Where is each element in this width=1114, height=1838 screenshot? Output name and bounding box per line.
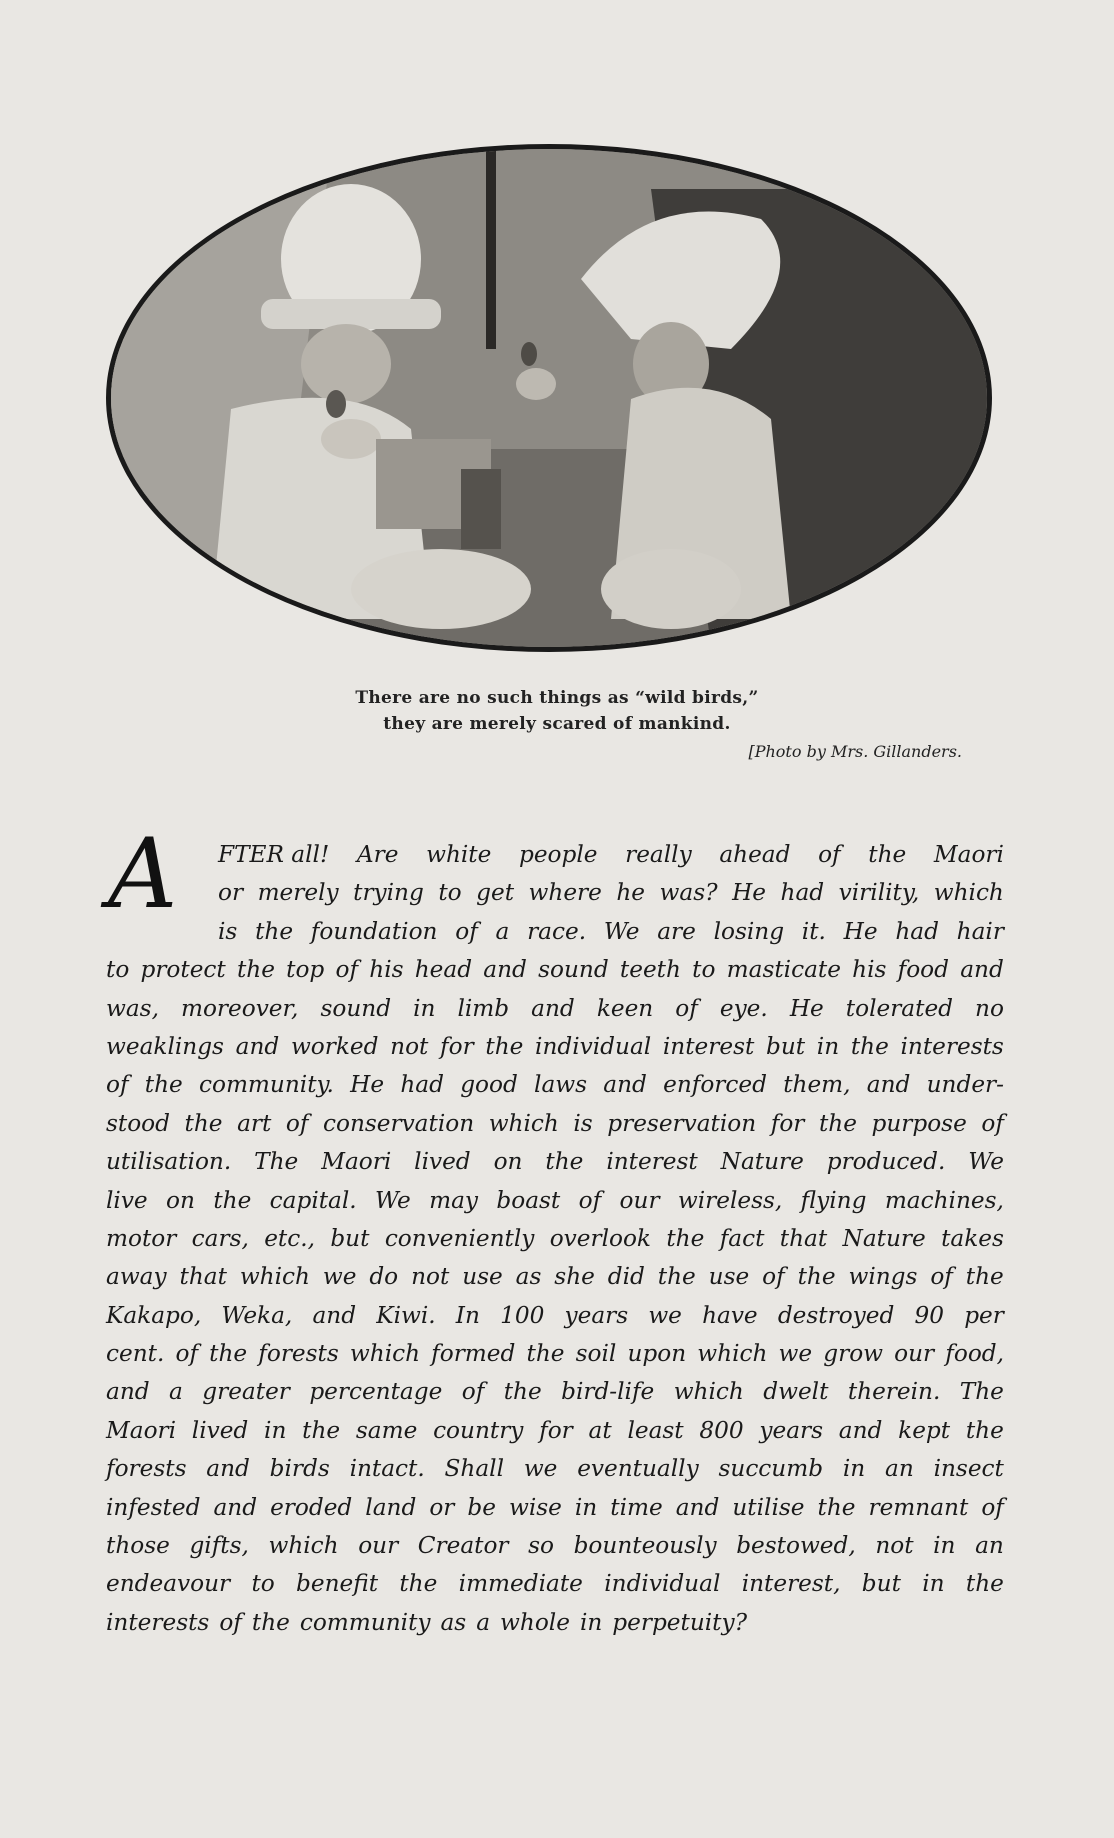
article-word: our bbox=[358, 1532, 399, 1560]
article-word: and bbox=[531, 994, 575, 1022]
article-word: limb bbox=[457, 994, 510, 1022]
article-word: be bbox=[467, 1493, 496, 1521]
article-word: preservation bbox=[607, 1109, 757, 1137]
article-word: bestowed, bbox=[736, 1532, 856, 1560]
article-word: conservation bbox=[323, 1109, 475, 1137]
article-word: wise bbox=[508, 1493, 562, 1521]
article-line bbox=[106, 874, 1004, 912]
article-word: succumb bbox=[718, 1455, 824, 1483]
article-word: of bbox=[578, 1186, 602, 1214]
article-word: on bbox=[166, 1186, 195, 1214]
article-word: least bbox=[627, 1416, 684, 1444]
article-word: protect bbox=[140, 956, 226, 984]
article-word: country bbox=[433, 1416, 524, 1444]
article-word: the bbox=[485, 1032, 524, 1060]
article-word: to bbox=[251, 1570, 275, 1598]
article-word: we bbox=[322, 1263, 357, 1291]
article-word: away bbox=[106, 1263, 167, 1291]
article-word: that bbox=[179, 1263, 227, 1291]
article-word: are bbox=[657, 917, 696, 945]
article-line bbox=[106, 836, 1004, 874]
article-word: individual bbox=[604, 1570, 721, 1598]
article-word: benefit bbox=[296, 1570, 379, 1598]
article-word: is bbox=[573, 1109, 593, 1137]
article-line bbox=[106, 1182, 1004, 1220]
article-word: of bbox=[455, 917, 478, 945]
article-word: per bbox=[964, 1301, 1004, 1329]
article-word: which bbox=[697, 1340, 768, 1368]
article-word: The bbox=[254, 1148, 299, 1176]
oval-photo bbox=[106, 144, 992, 652]
article-word: bird-life bbox=[561, 1378, 655, 1406]
article-word: the bbox=[503, 1378, 542, 1406]
article-word: which bbox=[268, 1532, 339, 1560]
article-word: but bbox=[330, 1224, 370, 1252]
article-word: cent. bbox=[106, 1340, 165, 1368]
article-word: the bbox=[797, 1263, 836, 1291]
article-word: to bbox=[106, 956, 130, 984]
article-word: the bbox=[657, 1263, 696, 1291]
article-word: of bbox=[285, 1109, 309, 1137]
article-word: in bbox=[933, 1532, 956, 1560]
article-word: produced. bbox=[826, 1148, 946, 1176]
article-word: wireless, bbox=[677, 1186, 783, 1214]
article-word: purpose bbox=[871, 1109, 967, 1137]
article-word: of bbox=[106, 1071, 129, 1099]
article-word: had bbox=[780, 879, 825, 907]
article-word: moreover, bbox=[180, 994, 299, 1022]
article-word: stood bbox=[106, 1109, 170, 1137]
article-word: forests bbox=[106, 1455, 187, 1483]
article-word: the bbox=[818, 1109, 857, 1137]
article-word: etc., bbox=[264, 1224, 315, 1252]
article-word: the bbox=[666, 1224, 705, 1252]
article-word: and bbox=[213, 1493, 258, 1521]
article-word: in bbox=[579, 1608, 603, 1636]
article-line bbox=[106, 1335, 1004, 1373]
article-word: food, bbox=[945, 1340, 1004, 1368]
article-word: an bbox=[885, 1455, 914, 1483]
article-word: a bbox=[169, 1378, 183, 1406]
article-word: community. bbox=[199, 1071, 334, 1099]
article-word: boast bbox=[496, 1186, 561, 1214]
article-line bbox=[106, 913, 1004, 951]
article-word: insect bbox=[933, 1455, 1004, 1483]
article-word: The bbox=[959, 1378, 1004, 1406]
article-word: remnant bbox=[868, 1493, 969, 1521]
article-word: community bbox=[299, 1608, 431, 1636]
article-word: we bbox=[778, 1340, 813, 1368]
article-word: and bbox=[960, 956, 1004, 984]
article-word: so bbox=[528, 1532, 554, 1560]
article-word: our bbox=[894, 1340, 935, 1368]
article-word: upon bbox=[627, 1340, 687, 1368]
article-word: for bbox=[539, 1416, 573, 1444]
article-word: ahead bbox=[719, 841, 791, 868]
article-word: eroded bbox=[270, 1493, 353, 1521]
article-word: the bbox=[399, 1570, 438, 1598]
article-word: takes bbox=[941, 1224, 1004, 1252]
article-word: immediate bbox=[458, 1570, 583, 1598]
article-word: perpetuity? bbox=[612, 1608, 748, 1636]
article-word: of bbox=[762, 1263, 785, 1291]
article-word: gifts, bbox=[189, 1532, 249, 1560]
article-word: enforced bbox=[663, 1071, 767, 1099]
article-word: soil bbox=[575, 1340, 617, 1368]
article-word: use bbox=[708, 1263, 750, 1291]
article-word: He bbox=[843, 917, 878, 945]
article-word: have bbox=[702, 1301, 758, 1329]
article-word: virility, bbox=[838, 879, 920, 907]
article-word: which bbox=[349, 1340, 421, 1368]
article-word: top bbox=[286, 956, 325, 984]
article-word: interest bbox=[662, 1032, 755, 1060]
article-word: the bbox=[817, 1493, 856, 1521]
article-word: therein. bbox=[847, 1378, 941, 1406]
article-word: of bbox=[981, 1493, 1004, 1521]
article-word: greater bbox=[202, 1378, 290, 1406]
article-line bbox=[106, 1412, 1004, 1450]
article-word: Maori bbox=[106, 1416, 177, 1444]
article-word: of bbox=[219, 1608, 242, 1636]
article-word: Nature bbox=[842, 1224, 926, 1252]
article-word: interest bbox=[606, 1148, 698, 1176]
article-word: 800 bbox=[699, 1416, 744, 1444]
article-word: the bbox=[850, 1032, 889, 1060]
article-word: as bbox=[440, 1608, 467, 1636]
article-word: no bbox=[975, 994, 1004, 1022]
article-word: good bbox=[460, 1071, 518, 1099]
article-line bbox=[106, 951, 1004, 989]
article-word: or bbox=[429, 1493, 455, 1521]
article-word: Nature bbox=[720, 1148, 804, 1176]
article-word: the bbox=[302, 1416, 341, 1444]
article-word: race. bbox=[527, 917, 587, 945]
article-word: but bbox=[766, 1032, 806, 1060]
article-word: an bbox=[975, 1532, 1004, 1560]
article-word: at bbox=[588, 1416, 612, 1444]
article-word: laws bbox=[534, 1071, 588, 1099]
article-word: and bbox=[483, 956, 527, 984]
article-word: sound bbox=[320, 994, 392, 1022]
article-body bbox=[106, 836, 1004, 1642]
article-word: endeavour bbox=[106, 1570, 231, 1598]
article-word: formed bbox=[431, 1340, 516, 1368]
article-word: grow bbox=[823, 1340, 884, 1368]
article-word: dwelt bbox=[763, 1378, 829, 1406]
article-word: tolerated bbox=[845, 994, 954, 1022]
article-word: Maori bbox=[321, 1148, 392, 1176]
article-word: was? bbox=[659, 879, 718, 907]
article-word: the bbox=[184, 1109, 223, 1137]
article-word: He bbox=[350, 1071, 385, 1099]
article-word: which bbox=[488, 1109, 559, 1137]
article-word: He bbox=[789, 994, 824, 1022]
article-word: Weka, bbox=[221, 1301, 293, 1329]
article-word: had bbox=[895, 917, 939, 945]
article-word: them, bbox=[783, 1071, 851, 1099]
article-word: whole bbox=[500, 1608, 570, 1636]
article-word: live bbox=[106, 1186, 148, 1214]
article-word: she bbox=[554, 1263, 595, 1291]
article-word: 90 bbox=[914, 1301, 945, 1329]
article-word: people bbox=[518, 841, 598, 868]
article-word: of bbox=[335, 956, 359, 984]
article-word: head bbox=[414, 956, 473, 984]
article-word: the bbox=[965, 1570, 1004, 1598]
article-word: the bbox=[144, 1071, 183, 1099]
article-word: which bbox=[673, 1378, 744, 1406]
article-line bbox=[106, 1028, 1004, 1066]
article-word: not bbox=[390, 1032, 429, 1060]
article-word: but bbox=[861, 1570, 901, 1598]
article-line bbox=[106, 1604, 1004, 1642]
article-word: on bbox=[493, 1148, 523, 1176]
article-word: forests bbox=[258, 1340, 339, 1368]
article-word: wings bbox=[848, 1263, 918, 1291]
article-word: that bbox=[779, 1224, 828, 1252]
article-word: conveniently bbox=[384, 1224, 535, 1252]
article-word: years bbox=[564, 1301, 629, 1329]
article-word: we bbox=[648, 1301, 682, 1329]
article-word: the bbox=[965, 1263, 1004, 1291]
article-word: may bbox=[429, 1186, 479, 1214]
article-word: art bbox=[237, 1109, 272, 1137]
article-word: teeth bbox=[619, 956, 681, 984]
article-word: percentage bbox=[309, 1378, 443, 1406]
article-word: 100 bbox=[500, 1301, 545, 1329]
article-word: is bbox=[218, 917, 238, 945]
article-word: lived bbox=[191, 1416, 249, 1444]
article-line bbox=[106, 1105, 1004, 1143]
article-word: our bbox=[619, 1186, 660, 1214]
article-word: hair bbox=[956, 917, 1004, 945]
article-word: his bbox=[369, 956, 404, 984]
article-word: interests bbox=[106, 1608, 210, 1636]
article-word: eventually bbox=[577, 1455, 699, 1483]
article-word: Kakapo, bbox=[106, 1301, 202, 1329]
article-word: the bbox=[545, 1148, 584, 1176]
article-word: capital. bbox=[269, 1186, 357, 1214]
article-word: or bbox=[218, 879, 244, 907]
article-word: cars, bbox=[191, 1224, 249, 1252]
article-line bbox=[106, 1297, 1004, 1335]
article-word: We bbox=[375, 1186, 411, 1214]
article-word: losing bbox=[713, 917, 785, 945]
article-word: same bbox=[355, 1416, 418, 1444]
article-word: those bbox=[106, 1532, 170, 1560]
article-word: land bbox=[365, 1493, 417, 1521]
article-line bbox=[106, 1373, 1004, 1411]
article-word: time bbox=[610, 1493, 663, 1521]
article-line bbox=[106, 1527, 1004, 1565]
article-word: weaklings bbox=[106, 1032, 224, 1060]
article-word: in bbox=[574, 1493, 598, 1521]
article-word: in bbox=[842, 1455, 866, 1483]
article-word: merely bbox=[257, 879, 339, 907]
article-word: get bbox=[476, 879, 515, 907]
article-word: He bbox=[732, 879, 767, 907]
article-word: of bbox=[175, 1340, 199, 1368]
article-word: motor bbox=[106, 1224, 177, 1252]
article-word: really bbox=[625, 841, 692, 868]
article-word: Kiwi. bbox=[376, 1301, 436, 1329]
article-word: white bbox=[426, 841, 492, 868]
article-word: worked bbox=[290, 1032, 379, 1060]
article-word: the bbox=[213, 1186, 252, 1214]
article-word: infested bbox=[106, 1493, 201, 1521]
article-word: kept bbox=[898, 1416, 951, 1444]
article-word: to bbox=[692, 956, 716, 984]
article-line bbox=[106, 1489, 1004, 1527]
article-word: years bbox=[759, 1416, 824, 1444]
article-word: a bbox=[495, 917, 510, 945]
article-word: of bbox=[675, 994, 698, 1022]
article-word: birds bbox=[269, 1455, 330, 1483]
article-word: and bbox=[206, 1455, 250, 1483]
article-word: the bbox=[526, 1340, 565, 1368]
article-word: he bbox=[616, 879, 646, 907]
article-line bbox=[106, 1258, 1004, 1296]
article-word: to bbox=[438, 879, 462, 907]
article-word: in bbox=[413, 994, 436, 1022]
article-word: lived bbox=[414, 1148, 471, 1176]
article-word: bounteously bbox=[573, 1532, 717, 1560]
article-word: Creator bbox=[417, 1532, 509, 1560]
article-word: in bbox=[264, 1416, 287, 1444]
article-word: for bbox=[440, 1032, 474, 1060]
article-word: which bbox=[933, 879, 1004, 907]
article-word: and bbox=[838, 1416, 883, 1444]
article-word: which bbox=[239, 1263, 310, 1291]
article-word: of bbox=[461, 1378, 485, 1406]
article-word: of bbox=[981, 1109, 1004, 1137]
article-word: destroyed bbox=[777, 1301, 895, 1329]
article-word: and bbox=[106, 1378, 150, 1406]
article-word: food bbox=[897, 956, 949, 984]
article-word: machines, bbox=[884, 1186, 1004, 1214]
article-word: in bbox=[922, 1570, 945, 1598]
article-word: did bbox=[607, 1263, 645, 1291]
article-line bbox=[106, 1143, 1004, 1181]
photo-credit: [Photo by Mrs. Gillanders. bbox=[748, 742, 962, 761]
article-word: we bbox=[523, 1455, 558, 1483]
article-word: sound bbox=[538, 956, 609, 984]
article-word: of bbox=[930, 1263, 953, 1291]
article-word: In bbox=[455, 1301, 480, 1329]
article-word: keen bbox=[596, 994, 654, 1022]
article-word: the bbox=[236, 956, 275, 984]
article-word: We bbox=[968, 1148, 1004, 1176]
article-line bbox=[106, 1066, 1004, 1104]
article-word: where bbox=[528, 879, 602, 907]
article-word: utilise bbox=[732, 1493, 805, 1521]
article-word: the bbox=[251, 1608, 290, 1636]
article-word: under- bbox=[926, 1071, 1004, 1099]
photo-illustration bbox=[111, 149, 987, 647]
article-word: eye. bbox=[719, 994, 768, 1022]
article-word: and bbox=[603, 1071, 647, 1099]
article-word: the bbox=[868, 841, 907, 868]
article-word: intact. bbox=[349, 1455, 425, 1483]
article-word: and bbox=[866, 1071, 911, 1099]
article-line bbox=[106, 1220, 1004, 1258]
photo-caption-line-1: There are no such things as “wild birds,” bbox=[355, 688, 759, 708]
article-line bbox=[106, 1565, 1004, 1603]
article-word: utilisation. bbox=[106, 1148, 232, 1176]
article-word: fact bbox=[719, 1224, 765, 1252]
article-word: it. bbox=[801, 917, 826, 945]
article-word: was, bbox=[106, 994, 159, 1022]
article-word: trying bbox=[353, 879, 424, 907]
article-word: and bbox=[675, 1493, 720, 1521]
article-word: Are bbox=[356, 841, 399, 868]
article-word: We bbox=[603, 917, 640, 945]
article-word: for bbox=[770, 1109, 805, 1137]
article-word: as bbox=[515, 1263, 542, 1291]
article-word: overlook bbox=[549, 1224, 651, 1252]
article-word: interests bbox=[900, 1032, 1004, 1060]
article-line bbox=[106, 1450, 1004, 1488]
article-word: Maori bbox=[933, 841, 1004, 868]
article-word: Shall bbox=[444, 1455, 505, 1483]
article-line bbox=[106, 990, 1004, 1028]
article-word: a bbox=[476, 1608, 491, 1636]
article-word: do bbox=[369, 1263, 399, 1291]
article-word: individual bbox=[535, 1032, 652, 1060]
article-word: had bbox=[400, 1071, 444, 1099]
article-word: not bbox=[875, 1532, 914, 1560]
article-word: of bbox=[818, 841, 841, 868]
article-word: in bbox=[816, 1032, 840, 1060]
photo-caption-line-2: they are merely scared of mankind. bbox=[383, 714, 731, 734]
article-word: FTER all! bbox=[218, 841, 330, 868]
article-word: use bbox=[462, 1263, 503, 1291]
drop-cap: A bbox=[108, 818, 178, 930]
article-word: flying bbox=[800, 1186, 867, 1214]
article-word: foundation bbox=[310, 917, 438, 945]
article-word: the bbox=[209, 1340, 248, 1368]
article-word: interest, bbox=[741, 1570, 841, 1598]
article-word: his bbox=[852, 956, 887, 984]
article-word: not bbox=[411, 1263, 450, 1291]
article-word: the bbox=[965, 1416, 1004, 1444]
article-word: and bbox=[312, 1301, 357, 1329]
article-word: and bbox=[235, 1032, 280, 1060]
article-word: the bbox=[255, 917, 294, 945]
article-word: masticate bbox=[726, 956, 841, 984]
